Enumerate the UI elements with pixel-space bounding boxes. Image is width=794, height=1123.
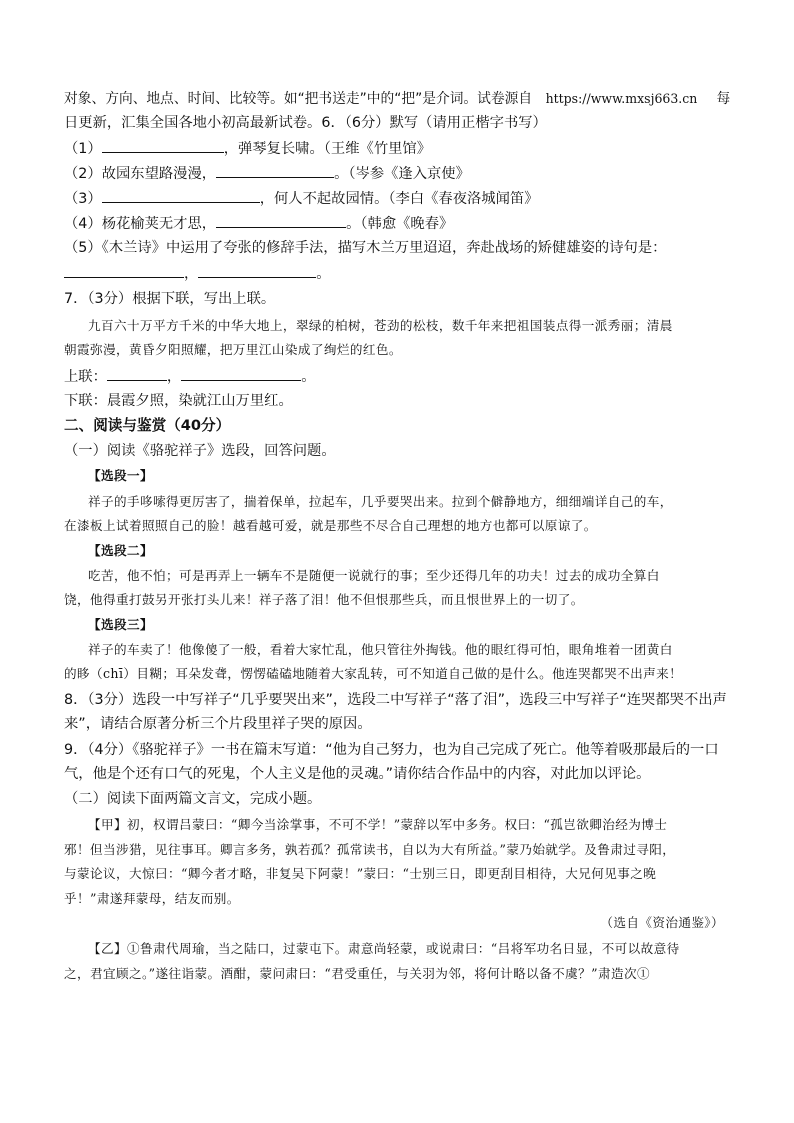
- source-url: https://www.mxsj663.cn: [545, 92, 698, 107]
- item-text: 。（岑参《逢入京使》: [334, 166, 470, 182]
- classical-text-a: 乎！”肃遂拜蒙母，结友而别。: [64, 891, 240, 906]
- item-text: （2）故园东望路漫漫，: [64, 166, 217, 182]
- item-label: （1）: [64, 141, 102, 157]
- segment-text: 祥子的车卖了！他像傻了一般，看着大家忙乱，他只管往外掏钱。他的眼红得可怕，眼角堆着一团黄白: [88, 642, 673, 657]
- couplet-label: 上联：: [64, 369, 107, 385]
- classical-text-b: 之，君宜顾之。”遂往诣蒙。酒酣，蒙问肃曰：“君受重任，与关羽为邻，将何计略以备不虞？”肃造次①: [64, 966, 650, 981]
- question-9: 气，他是个还有口气的死鬼，个人主义是他的灵魂。”请你结合作品中的内容，对此加以评论。: [64, 766, 651, 782]
- item-text: ，何人不起故园情。（李白《春夜洛城闻笛》: [259, 191, 539, 207]
- segment-title: 【选段一】: [88, 468, 153, 483]
- segment-title: 【选段三】: [88, 617, 153, 632]
- dictation-item-2: [64, 163, 470, 184]
- couplet-upper: [64, 366, 315, 387]
- text-span: 每: [716, 91, 731, 107]
- question-7: 7．（3分）根据下联，写出上联。: [64, 291, 276, 307]
- text-line: 日更新，汇集全国各地小初高最新试卷。6．（6分）默写（请用正楷字书写）: [64, 115, 547, 131]
- classical-text-a: 邪！但当涉猎，见往事耳。卿言多务，孰若孤？孤常读书，自以为大有所益。”蒙乃始就学。及鲁肃过寻阳，: [64, 842, 676, 857]
- punctuation: 。: [301, 369, 316, 385]
- answer-blank[interactable]: [107, 366, 167, 381]
- item-label: （3）: [64, 191, 102, 207]
- text-line: [64, 89, 730, 110]
- answer-blank[interactable]: [64, 263, 184, 278]
- source-citation: （选自《资治通鉴》）: [600, 915, 724, 930]
- dictation-item-1: [64, 138, 431, 159]
- item-text: ，弹琴复长啸。（王维《竹里馆》: [223, 141, 432, 157]
- punctuation: 。: [316, 266, 331, 282]
- punctuation: ，: [184, 266, 199, 282]
- classical-text-b: 【乙】①鲁肃代周瑜，当之陆口，过蒙屯下。肃意尚轻蒙，或说肃曰：“吕将军功名日显，不可以故意待: [88, 941, 680, 956]
- segment-text: 在漆板上试着照照自己的脸！越看越可爱，就是那些不尽合自己理想的地方也都可以原谅了。: [64, 518, 597, 533]
- item-text: 。（韩愈《晚春》: [346, 216, 454, 232]
- punctuation: ，: [166, 369, 182, 385]
- segment-text: 祥子的手哆嗦得更厉害了，揣着保单，拉起车，几乎要哭出来。拉到个僻静地方，细细端详自己的车，: [88, 494, 673, 509]
- question-8: 8．（3分）选段一中写祥子“几乎要哭出来”，选段二中写祥子“落了泪”，选段三中写祥子“连哭都哭不出声: [64, 692, 727, 708]
- question-9: 9．（4分）《骆驼祥子》一书在篇末写道：“他为自己努力，也为自己完成了死亡。他等着吸那最后的一口: [64, 742, 719, 758]
- classical-text-a: 【甲】初，权谓吕蒙曰：“卿今当涂掌事，不可不学！”蒙辞以军中多务。权曰：“孤岂欲卿治经为博士: [88, 817, 668, 832]
- segment-title: 【选段二】: [88, 543, 153, 558]
- question-7-passage: 朝霞弥漫，黄昏夕阳照耀，把万里江山染成了绚烂的红色。: [64, 342, 402, 357]
- answer-blank[interactable]: [102, 138, 224, 153]
- segment-text: 饶，他得重打鼓另开张打头儿来！祥子落了泪！他不但恨那些兵，而且恨世界上的一切了。: [64, 592, 584, 607]
- answer-blank[interactable]: [216, 213, 346, 228]
- question-7-passage: 九百六十万平方千米的中华大地上，翠绿的柏树，苍劲的松枝，数千年来把祖国装点得一派秀丽；清晨: [88, 318, 673, 333]
- answer-blank[interactable]: [181, 366, 301, 381]
- answer-blank[interactable]: [216, 163, 334, 178]
- answer-blank[interactable]: [102, 188, 260, 203]
- answer-blank[interactable]: [198, 263, 316, 278]
- subsection-heading: （一）阅读《骆驼祥子》选段，回答问题。: [64, 443, 336, 459]
- item-text: （4）杨花榆荚无才思，: [64, 216, 217, 232]
- dictation-item-4: [64, 213, 453, 234]
- dictation-item-5-blanks: [64, 263, 331, 284]
- classical-text-a: 与蒙论议，大惊曰：“卿今者才略，非复吴下阿蒙！”蒙曰：“士别三日，即更刮目相待，大兄何见事之晚: [64, 866, 657, 881]
- dictation-item-5: （5）《木兰诗》中运用了夸张的修辞手法，描写木兰万里迢迢，奔赴战场的矫健雄姿的诗句是：: [64, 240, 667, 256]
- dictation-item-3: [64, 188, 539, 209]
- couplet-lower: 下联：晨霞夕照，染就江山万里红。: [64, 393, 293, 409]
- segment-text: 吃苦，他不怕；可是再弄上一辆车不是随便一说就行的事；至少还得几年的功夫！过去的成功全算白: [88, 568, 660, 583]
- question-8: 来”，请结合原著分析三个片段里祥子哭的原因。: [64, 716, 372, 732]
- section-heading: 二、阅读与鉴赏（40分）: [64, 417, 231, 434]
- subsection-heading: （二）阅读下面两篇文言文，完成小题。: [64, 791, 322, 807]
- text-span: 对象、方向、地点、时间、比较等。如“把书送走”中的“把”是介词。试卷源自: [64, 91, 533, 107]
- segment-text: 的眵（chī）目糊；耳朵发聋，愣愣磕磕地随着大家乱转，可不知道自己做的是什么。他连哭都哭不出声来！: [64, 666, 683, 681]
